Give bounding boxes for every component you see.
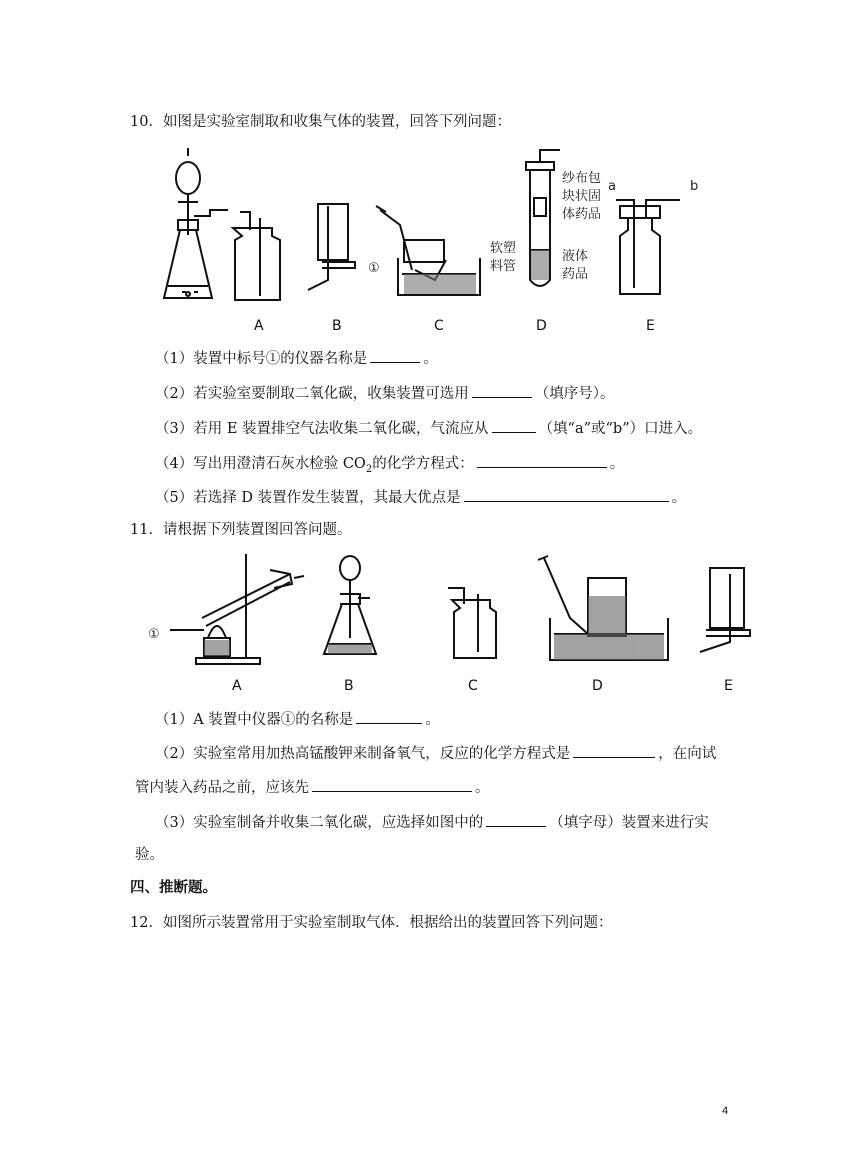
q11-sub-3-text: （3）实验室制备并收集二氧化碳，应选择如图中的	[155, 815, 484, 831]
q10-sub-4	[155, 453, 624, 480]
q12-title: 12．如图所示装置常用于实验室制取气体．根据给出的装置回答下列问题：	[130, 915, 613, 931]
q10-label-a: A	[254, 318, 264, 334]
q11-sub-1-text: （1）A 装置中仪器①的名称是	[155, 712, 354, 728]
q10-label-b: B	[332, 318, 342, 334]
q10-fig-d-text-2: 块状固	[562, 189, 602, 204]
answer-blank[interactable]	[573, 743, 655, 758]
q10-sub-4-mid: 的化学方程式：	[372, 456, 474, 472]
q11-sub-2-line2-text: 管内装入药品之前，应该先	[135, 780, 309, 796]
q10-sub-3-end: （填“a”或“b”）口进入。	[538, 421, 703, 437]
q10-sub-5-text: （5）若选择 D 装置作发生装置，其最大优点是	[155, 490, 461, 506]
q11-sub-3	[155, 812, 709, 833]
q11-sub-2-text: （2）实验室常用加热高锰酸钾来制备氧气，反应的化学方程式是	[155, 746, 571, 762]
answer-blank[interactable]	[472, 383, 532, 398]
q10-sub-5-end: 。	[671, 490, 687, 506]
q10-label-e: E	[646, 318, 655, 334]
q11-sub-3-line2: 验。	[135, 847, 164, 863]
q10-sub-4-end: 。	[609, 456, 625, 472]
q10-sub-2-end: （填序号）。	[534, 386, 615, 402]
q10-label-d: D	[536, 318, 547, 334]
q11-sub-1-end: 。	[425, 712, 440, 728]
q10-sub-3-text: （3）若用 E 装置排空气法收集二氧化碳，气流应从	[155, 421, 489, 437]
answer-blank[interactable]	[492, 418, 536, 433]
q11-sub-2-line2	[135, 777, 490, 798]
q10-sub-5	[155, 487, 686, 508]
page-number: 4	[722, 1105, 729, 1117]
q11-sub-2	[155, 743, 716, 764]
q10-sub-1	[155, 348, 438, 369]
q10-title: 10．如图是实验室制取和收集气体的装置，回答下列问题：	[130, 114, 511, 130]
q11-apparatus-figure	[140, 548, 760, 698]
answer-blank[interactable]	[312, 777, 472, 792]
q10-sub-2-text: （2）若实验室要制取二氧化碳，收集装置可选用	[155, 386, 469, 402]
q11-label-b: B	[344, 678, 354, 694]
q10-fig-d-text-6: 液体	[562, 249, 589, 264]
q10-fig-d-text-1: 纱布包	[562, 171, 602, 186]
q11-sub-1	[155, 709, 440, 730]
q10-sub-1-end: 。	[423, 351, 438, 367]
answer-blank[interactable]	[356, 709, 422, 724]
q11-label-e: E	[724, 678, 733, 694]
q11-label-d: D	[592, 678, 603, 694]
q10-sub-4-text: （4）写出用澄清石灰水检验 CO	[155, 456, 366, 472]
q10-sub-1-text: （1）装置中标号①的仪器名称是	[155, 351, 368, 367]
q10-fig-d-text-4: 软塑	[490, 241, 517, 256]
q10-label-c: C	[434, 318, 444, 334]
answer-blank[interactable]	[477, 453, 607, 468]
q11-sub-3-end: （填字母）装置来进行实	[549, 815, 709, 831]
answer-blank[interactable]	[370, 348, 420, 363]
answer-blank[interactable]	[486, 812, 546, 827]
q11-label-c: C	[468, 678, 478, 694]
q11-title: 11．请根据下列装置图回答问题。	[130, 522, 352, 538]
q10-apparatus-figure	[150, 140, 710, 340]
q10-fig-d-text-5: 料管	[490, 259, 517, 274]
q11-sub-2-end: ，在向试	[658, 746, 717, 762]
answer-blank[interactable]	[464, 487, 669, 502]
q10-sub-4-subscript: 2	[365, 463, 373, 475]
q10-sub-2	[155, 383, 614, 404]
q11-fig-circle-1: ①	[148, 627, 160, 642]
q10-sub-3	[155, 418, 702, 439]
q11-label-a: A	[232, 678, 242, 694]
q10-fig-circle-1: ①	[368, 261, 380, 276]
section-heading: 四、推断题。	[130, 879, 217, 896]
q10-fig-port-a: a	[608, 179, 616, 194]
q10-fig-d-text-3: 体药品	[562, 207, 602, 222]
q10-fig-d-text-7: 药品	[562, 267, 589, 282]
q11-sub-2-line2-end: 。	[475, 780, 490, 796]
q10-fig-port-b: b	[690, 179, 699, 194]
